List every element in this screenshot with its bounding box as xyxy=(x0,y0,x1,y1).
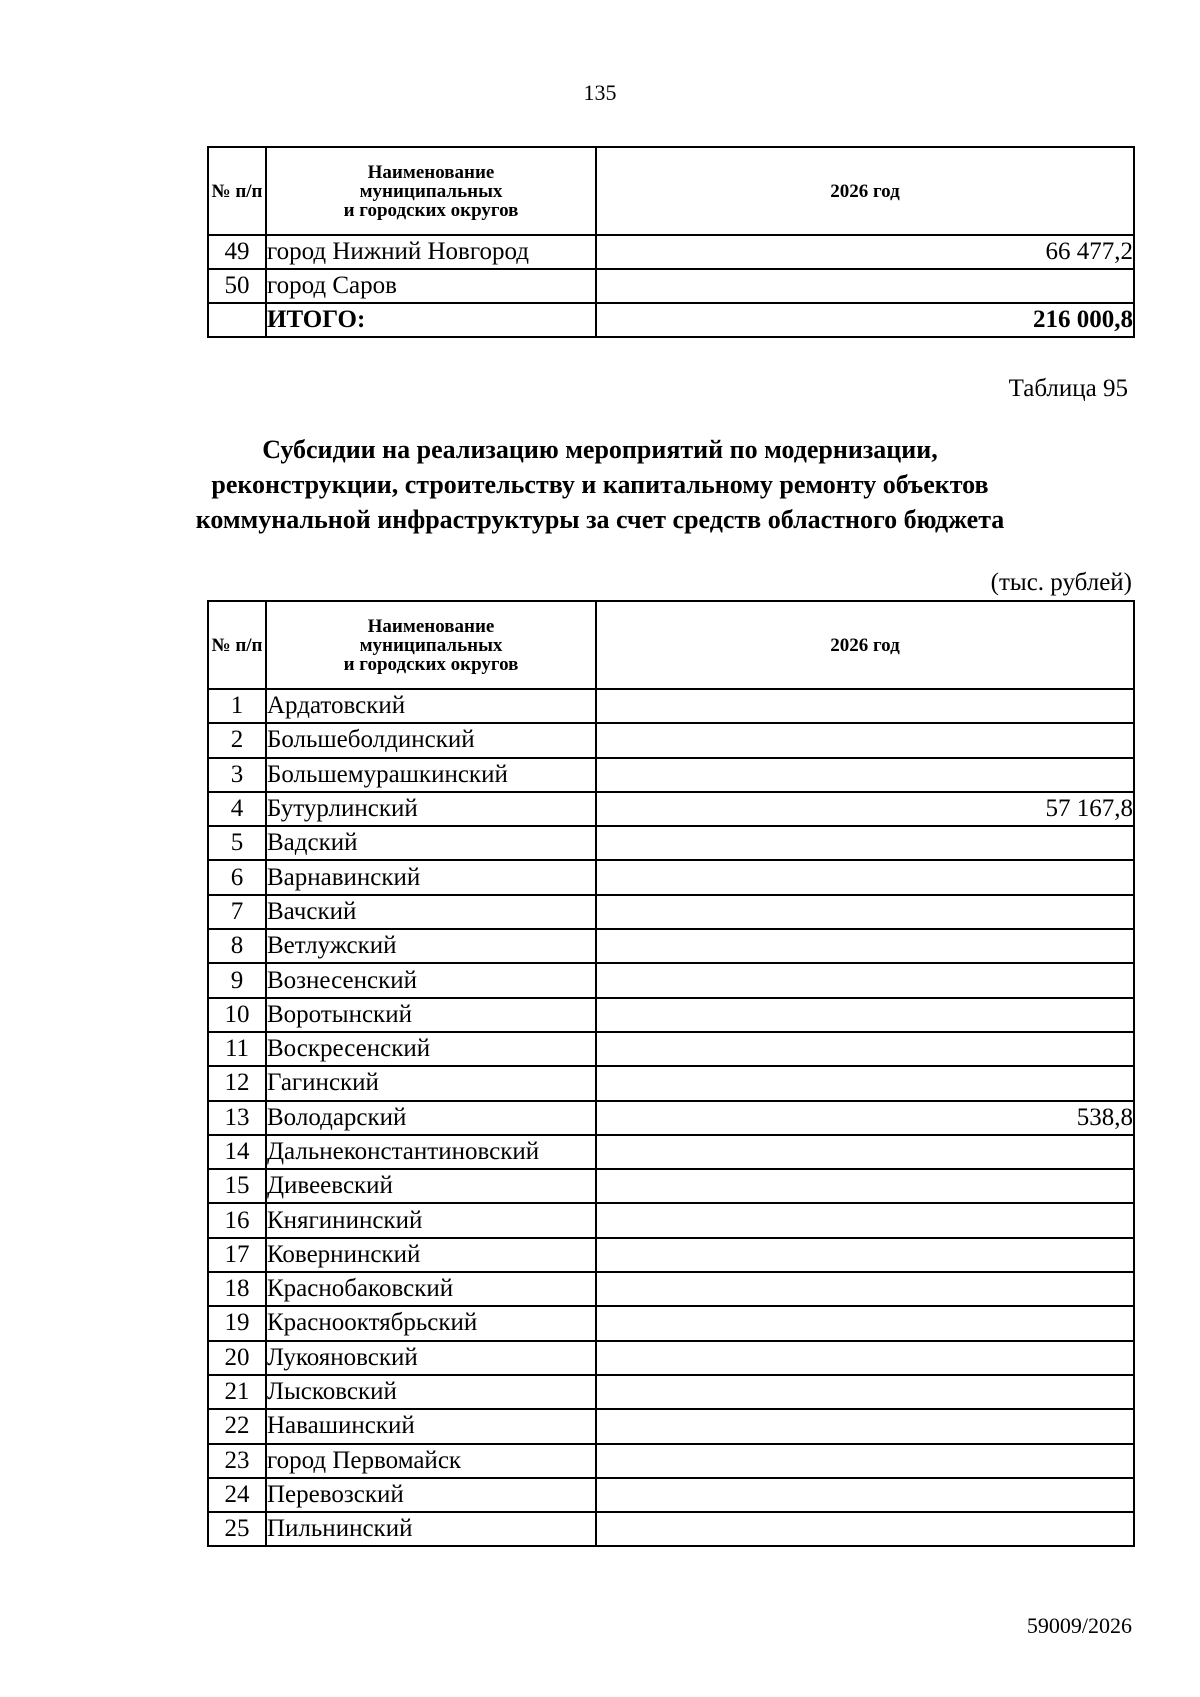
row-name: Вачский xyxy=(266,895,596,929)
table-header-row xyxy=(208,147,1134,235)
row-value xyxy=(596,1238,1134,1272)
table-row xyxy=(208,1238,1134,1272)
row-name: Ардатовский xyxy=(266,689,596,723)
row-number: 21 xyxy=(208,1375,266,1409)
row-value xyxy=(596,1066,1134,1100)
row-name: Ветлужский xyxy=(266,929,596,963)
table-row xyxy=(208,1169,1134,1203)
row-name: Большемурашкинский xyxy=(266,758,596,792)
table-row xyxy=(208,689,1134,723)
row-value: 538,8 xyxy=(596,1101,1134,1135)
row-number: 11 xyxy=(208,1032,266,1066)
row-name: Краснооктябрьский xyxy=(266,1306,596,1340)
row-value xyxy=(596,1341,1134,1375)
row-name: Воротынский xyxy=(266,998,596,1032)
subsidy-rows xyxy=(208,689,1134,1546)
row-value xyxy=(596,1135,1134,1169)
table-row xyxy=(208,1101,1134,1135)
table-row xyxy=(208,1375,1134,1409)
row-number: 12 xyxy=(208,1066,266,1100)
table-row xyxy=(208,723,1134,757)
row-name: Вознесенский xyxy=(266,963,596,997)
table-row xyxy=(208,1203,1134,1237)
table-row xyxy=(208,1444,1134,1478)
page-number: 135 xyxy=(583,80,617,105)
row-number: 5 xyxy=(208,826,266,860)
row-name: Лукояновский xyxy=(266,1341,596,1375)
continued-table xyxy=(207,146,1135,338)
row-value xyxy=(596,689,1134,723)
row-number: 1 xyxy=(208,689,266,723)
table-row xyxy=(208,826,1134,860)
header-num: № п/п xyxy=(208,147,266,235)
document-code: 59009/2026 xyxy=(1026,1613,1132,1638)
row-number: 17 xyxy=(208,1238,266,1272)
table-row xyxy=(208,1066,1134,1100)
row-number: 10 xyxy=(208,998,266,1032)
row-number: 6 xyxy=(208,860,266,894)
table-row xyxy=(208,895,1134,929)
row-number: 25 xyxy=(208,1512,266,1546)
row-name: город Первомайск xyxy=(266,1444,596,1478)
row-name: Дивеевский xyxy=(266,1169,596,1203)
table-row xyxy=(208,1409,1134,1443)
row-name: Бутурлинский xyxy=(266,792,596,826)
total-label: ИТОГО: xyxy=(266,303,596,337)
header-name: Наименование муниципальных и городских округов xyxy=(266,147,596,235)
row-number: 15 xyxy=(208,1169,266,1203)
row-number: 19 xyxy=(208,1306,266,1340)
row-value xyxy=(596,1203,1134,1237)
row-name: Перевозский xyxy=(266,1478,596,1512)
header-year: 2026 год xyxy=(596,147,1134,235)
row-name: Ковернинский xyxy=(266,1238,596,1272)
row-value xyxy=(596,963,1134,997)
table-row xyxy=(208,1478,1134,1512)
row-value xyxy=(596,860,1134,894)
row-number: 23 xyxy=(208,1444,266,1478)
row-number: 18 xyxy=(208,1272,266,1306)
total-row xyxy=(208,303,1134,337)
table-title: Субсидии на реализацию мероприятий по модернизации, реконструкции, строительству и капитальному ремонту объектов коммунальной инфраструктуры за счет средств областного бюджета xyxy=(195,435,1005,534)
row-value xyxy=(596,758,1134,792)
row-value xyxy=(596,1409,1134,1443)
row-value: 66 477,2 xyxy=(596,235,1134,269)
row-number: 8 xyxy=(208,929,266,963)
table-row xyxy=(208,963,1134,997)
row-value xyxy=(596,1032,1134,1066)
row-name: Княгининский xyxy=(266,1203,596,1237)
row-number: 20 xyxy=(208,1341,266,1375)
row-value xyxy=(596,1306,1134,1340)
header-num: № п/п xyxy=(208,601,266,689)
table-row xyxy=(208,269,1134,303)
row-name: город Нижний Новгород xyxy=(266,235,596,269)
row-number: 50 xyxy=(208,269,266,303)
row-name: Большеболдинский xyxy=(266,723,596,757)
row-value xyxy=(596,1512,1134,1546)
row-name: Навашинский xyxy=(266,1409,596,1443)
row-name: Гагинский xyxy=(266,1066,596,1100)
units-label: (тыс. рублей) xyxy=(990,569,1132,596)
row-name: Лысковский xyxy=(266,1375,596,1409)
row-value xyxy=(596,1375,1134,1409)
subsidy-table xyxy=(207,600,1135,1547)
row-number: 9 xyxy=(208,963,266,997)
table-row xyxy=(208,235,1134,269)
row-value xyxy=(596,1444,1134,1478)
row-name: Володарский xyxy=(266,1101,596,1135)
row-value xyxy=(596,895,1134,929)
table-row xyxy=(208,1341,1134,1375)
row-name: Вадский xyxy=(266,826,596,860)
table-row xyxy=(208,1135,1134,1169)
row-number: 13 xyxy=(208,1101,266,1135)
row-number: 7 xyxy=(208,895,266,929)
table-row xyxy=(208,860,1134,894)
row-number: 4 xyxy=(208,792,266,826)
table-row xyxy=(208,1272,1134,1306)
row-name: Краснобаковский xyxy=(266,1272,596,1306)
row-name: Воскресенский xyxy=(266,1032,596,1066)
table-label: Таблица 95 xyxy=(1008,375,1128,402)
row-number: 22 xyxy=(208,1409,266,1443)
row-number: 3 xyxy=(208,758,266,792)
table-row xyxy=(208,998,1134,1032)
row-value xyxy=(596,826,1134,860)
continued-rows xyxy=(208,235,1134,303)
row-value xyxy=(596,269,1134,303)
row-number: 16 xyxy=(208,1203,266,1237)
table-row xyxy=(208,1032,1134,1066)
table-row xyxy=(208,1306,1134,1340)
row-name: город Саров xyxy=(266,269,596,303)
row-value: 57 167,8 xyxy=(596,792,1134,826)
row-value xyxy=(596,723,1134,757)
table-header-row xyxy=(208,601,1134,689)
table-row xyxy=(208,1512,1134,1546)
table-row xyxy=(208,929,1134,963)
row-value xyxy=(596,998,1134,1032)
row-value xyxy=(596,1478,1134,1512)
row-number: 14 xyxy=(208,1135,266,1169)
header-year: 2026 год xyxy=(596,601,1134,689)
row-name: Пильнинский xyxy=(266,1512,596,1546)
row-value xyxy=(596,1272,1134,1306)
row-name: Дальнеконстантиновский xyxy=(266,1135,596,1169)
header-name: Наименование муниципальных и городских округов xyxy=(266,601,596,689)
row-value xyxy=(596,929,1134,963)
row-name: Варнавинский xyxy=(266,860,596,894)
table-row xyxy=(208,758,1134,792)
row-number: 49 xyxy=(208,235,266,269)
row-number: 2 xyxy=(208,723,266,757)
row-number: 24 xyxy=(208,1478,266,1512)
table-row xyxy=(208,792,1134,826)
row-value xyxy=(596,1169,1134,1203)
total-value: 216 000,8 xyxy=(596,303,1134,337)
